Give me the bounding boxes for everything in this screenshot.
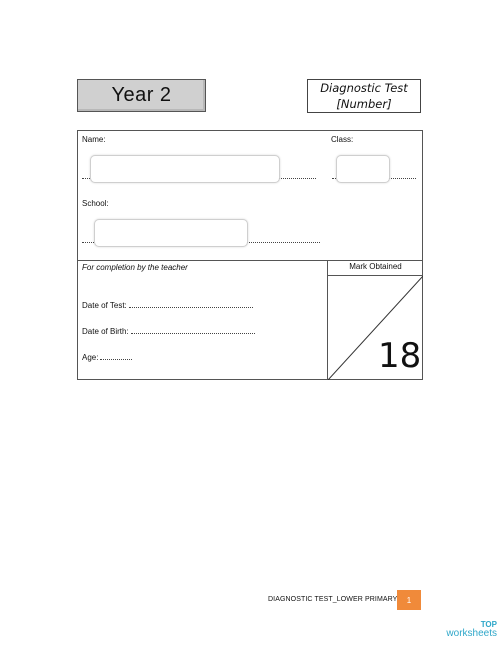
test-title-box: [307, 79, 421, 113]
brand-name-text: worksheets: [446, 628, 497, 639]
teacher-section-label: For completion by the teacher: [82, 263, 188, 272]
brand-logo: [437, 620, 497, 638]
footer-document-label: DIAGNOSTIC TEST_LOWER PRIMARY: [268, 596, 398, 603]
total-marks: 18: [378, 336, 422, 376]
page-number-badge: [397, 590, 421, 610]
mark-obtained-label: Mark Obtained: [349, 262, 402, 271]
school-label: School:: [82, 199, 109, 208]
date-of-birth-row: [82, 327, 255, 336]
test-title-line1: Diagnostic Test: [320, 81, 408, 95]
name-field[interactable]: [90, 155, 280, 183]
age-row: [82, 353, 132, 362]
class-label: Class:: [331, 135, 354, 144]
age-label: Age:: [82, 353, 99, 362]
date-of-test-row: [82, 301, 253, 310]
year-label-box: [77, 79, 206, 112]
date-of-test-dotted-line: [129, 301, 253, 308]
date-of-test-label: Date of Test:: [82, 301, 127, 310]
class-field[interactable]: [336, 155, 390, 183]
name-label: Name:: [82, 135, 106, 144]
page-number: 1: [406, 595, 412, 605]
section-divider: [78, 260, 422, 261]
date-of-birth-label: Date of Birth:: [82, 327, 129, 336]
student-info-form: [77, 130, 423, 380]
brand-top-text: TOP: [480, 620, 497, 629]
date-of-birth-dotted-line: [131, 327, 255, 334]
year-label: Year 2: [111, 84, 172, 106]
school-field[interactable]: [94, 219, 248, 247]
test-title-line2: [Number]: [336, 97, 392, 111]
age-dotted-line: [100, 353, 132, 360]
